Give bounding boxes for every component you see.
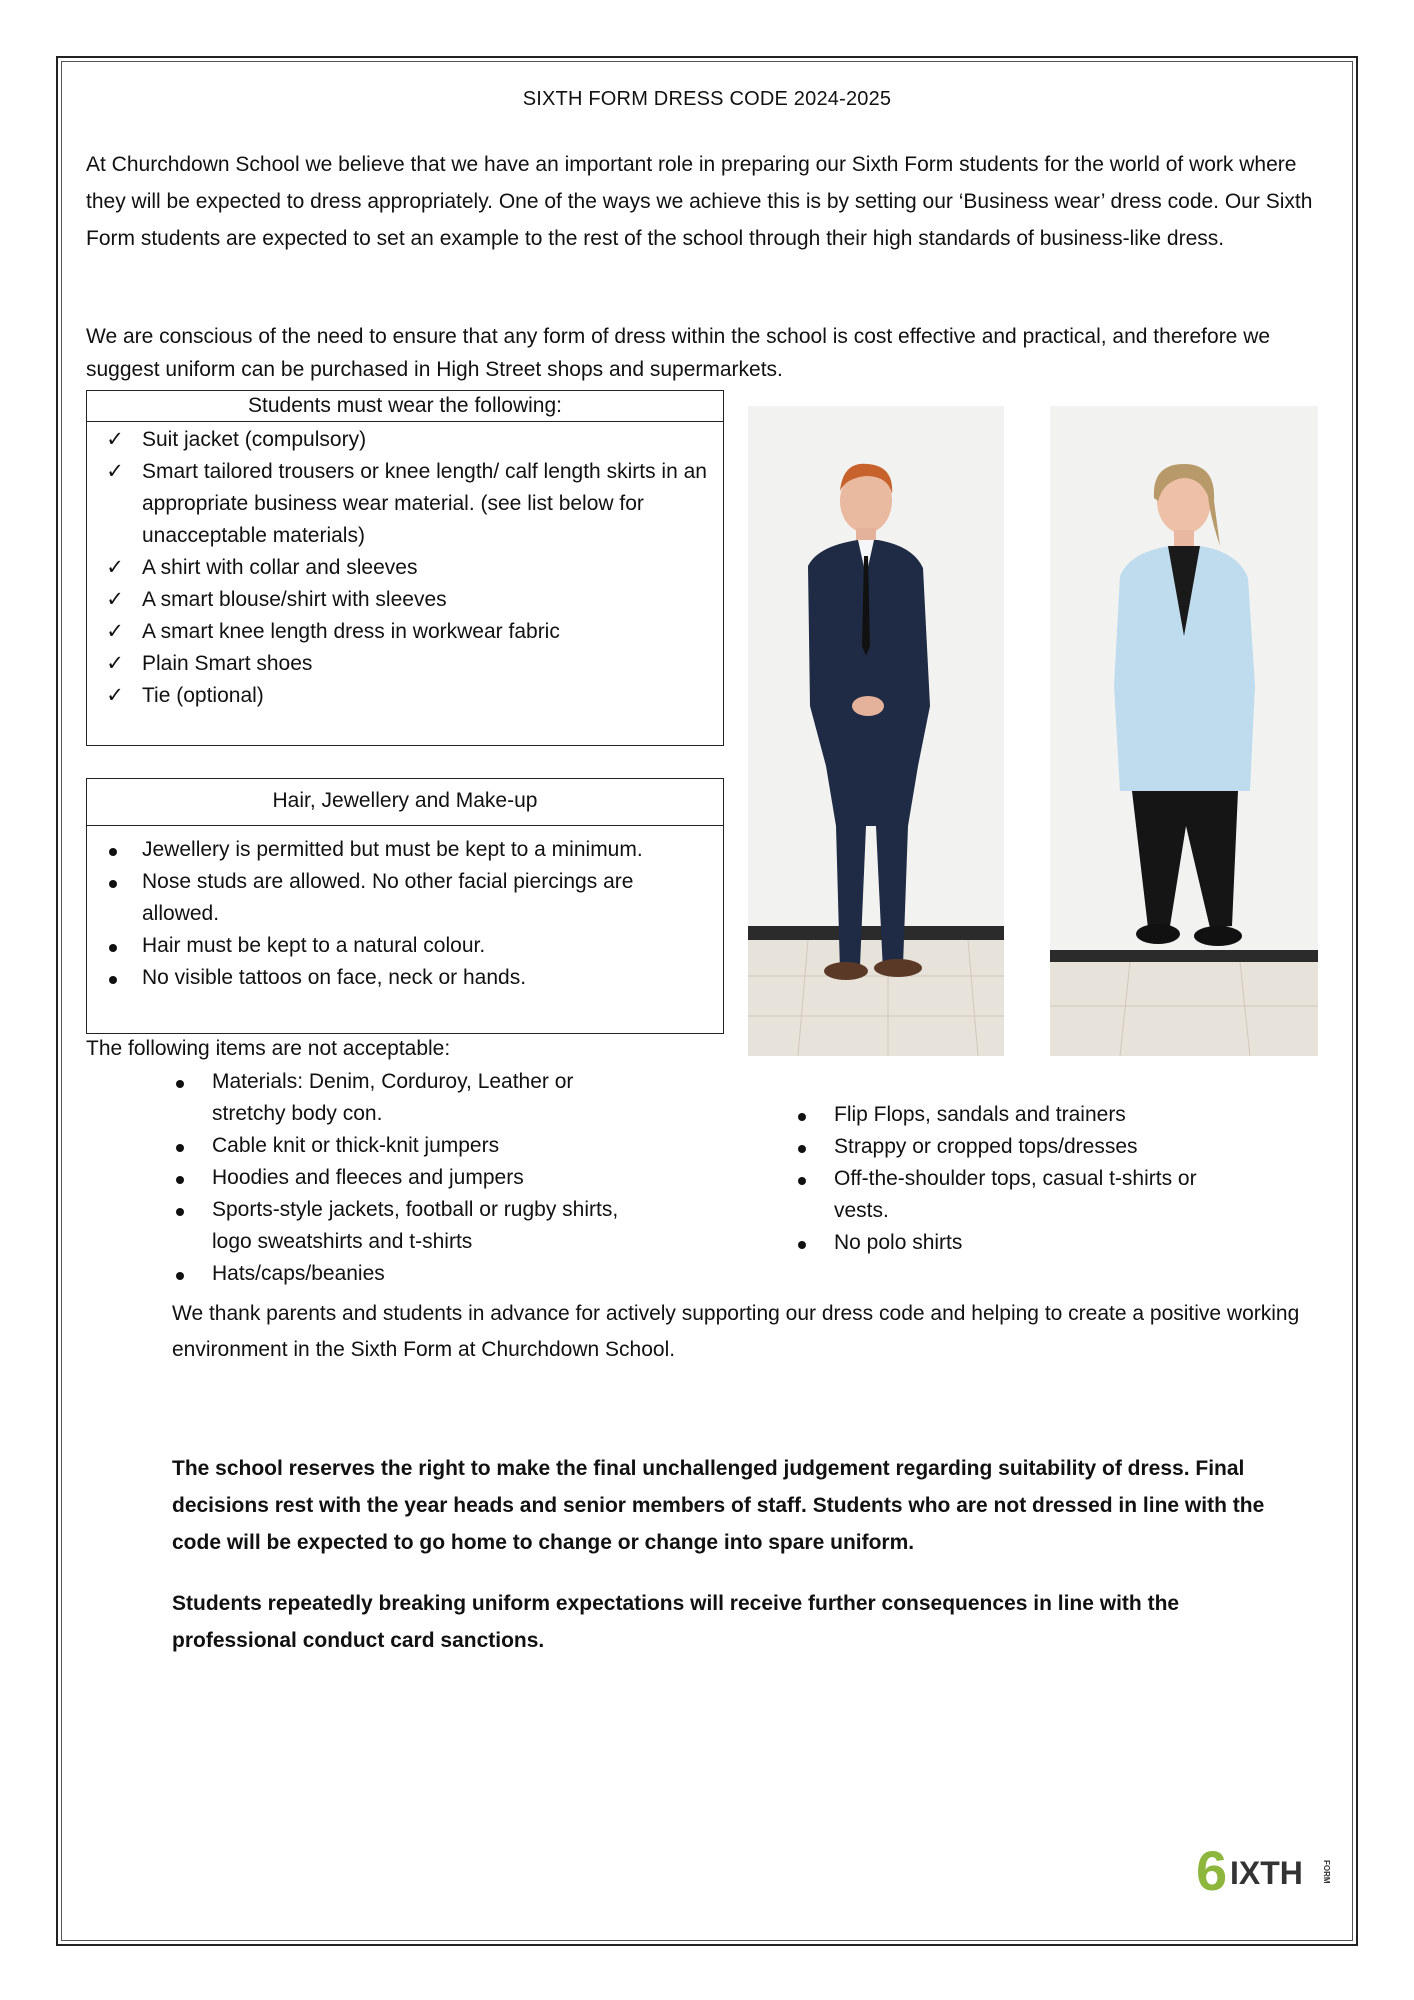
male-uniform-photo <box>748 406 1004 1056</box>
list-item <box>168 1066 648 1130</box>
check-icon: ✓ <box>106 428 124 451</box>
check-icon: ✓ <box>106 460 124 483</box>
list-item-text: Nose studs are allowed. No other facial piercings are allowed. <box>142 870 634 925</box>
logo-digit: 6 <box>1196 1839 1228 1896</box>
list-item-text: Strappy or cropped tops/dresses <box>834 1135 1138 1158</box>
list-item-text: Cable knit or thick-knit jumpers <box>212 1134 500 1157</box>
bullet-icon <box>798 1145 806 1153</box>
logo-side: FORM <box>1322 1860 1331 1884</box>
intro-paragraph: At Churchdown School we believe that we have an important role in preparing our Sixth Form students for the world of work where they will be expected to dress appropriately. One of the ways we achieve this is by setting our ‘Business wear’ dress code. Our Sixth Form students are expected to set an example to the rest of the school through their high standards of business-like dress. <box>86 153 1313 250</box>
list-item <box>168 1162 648 1194</box>
list-item <box>87 552 713 584</box>
cost-paragraph: We are conscious of the need to ensure that any form of dress within the school is cost effective and practical, and therefore we suggest uniform can be purchased in High Street shops and supermarkets. <box>86 325 1271 381</box>
list-item-text: Hoodies and fleeces and jumpers <box>212 1166 524 1189</box>
hair-jewellery-box <box>86 778 724 1034</box>
not-acceptable-heading: The following items are not acceptable: <box>86 1037 451 1060</box>
bullet-icon <box>798 1177 806 1185</box>
list-item-text: Smart tailored trousers or knee length/ calf length skirts in an appropriate business wear material. (see list below for unacceptable materials) <box>142 460 707 547</box>
list-item <box>168 1258 648 1290</box>
list-item-text: No visible tattoos on face, neck or hands. <box>142 966 527 989</box>
female-uniform-photo <box>1050 406 1318 1056</box>
list-item <box>87 834 713 866</box>
bullet-icon <box>109 880 117 888</box>
list-item <box>790 1099 1230 1131</box>
bullet-icon <box>109 976 117 984</box>
list-item <box>87 584 713 616</box>
check-icon: ✓ <box>106 652 124 675</box>
list-item-text: Jewellery is permitted but must be kept to a minimum. <box>142 838 643 861</box>
list-item-text: Off-the-shoulder tops, casual t-shirts or vests. <box>834 1167 1197 1222</box>
consequences-statement: Students repeatedly breaking uniform expectations will receive further consequences in line with the professional conduct card sanctions. <box>172 1592 1180 1652</box>
list-item-text: A smart knee length dress in workwear fabric <box>142 620 560 643</box>
sixth-form-logo <box>1196 1838 1332 1896</box>
bullet-icon <box>176 1080 184 1088</box>
list-item <box>87 930 713 962</box>
list-item-text: Plain Smart shoes <box>142 652 313 675</box>
list-item-text: Suit jacket (compulsory) <box>142 428 367 451</box>
must-wear-box <box>86 390 724 746</box>
male-uniform-illustration <box>748 406 1004 1056</box>
bullet-icon <box>109 848 117 856</box>
list-item <box>168 1130 648 1162</box>
must-wear-heading: Students must wear the following: <box>87 391 723 422</box>
bullet-icon <box>176 1176 184 1184</box>
list-item-text: No polo shirts <box>834 1231 963 1254</box>
list-item-text: Sports-style jackets, football or rugby shirts, logo sweatshirts and t-shirts <box>212 1198 619 1253</box>
list-item <box>87 456 713 552</box>
bullet-icon <box>176 1144 184 1152</box>
check-icon: ✓ <box>106 620 124 643</box>
list-item-text: Hats/caps/beanies <box>212 1262 385 1285</box>
list-item <box>790 1163 1230 1227</box>
hair-jewellery-list <box>87 826 723 994</box>
check-icon: ✓ <box>106 684 124 707</box>
not-acceptable-list-right <box>790 1099 1230 1259</box>
list-item-text: Materials: Denim, Corduroy, Leather or stretchy body con. <box>212 1070 574 1125</box>
bullet-icon <box>176 1272 184 1280</box>
list-item <box>168 1194 648 1258</box>
bullet-icon <box>798 1113 806 1121</box>
check-icon: ✓ <box>106 588 124 611</box>
female-uniform-illustration <box>1050 406 1318 1056</box>
list-item-text: Hair must be kept to a natural colour. <box>142 934 486 957</box>
list-item <box>87 962 713 994</box>
list-item-text: A shirt with collar and sleeves <box>142 556 418 579</box>
list-item-text: Flip Flops, sandals and trainers <box>834 1103 1126 1126</box>
list-item <box>87 866 713 930</box>
logo-word: IXTH <box>1230 1855 1303 1891</box>
list-item-text: A smart blouse/shirt with sleeves <box>142 588 447 611</box>
list-item <box>87 616 713 648</box>
thanks-paragraph: We thank parents and students in advance for actively supporting our dress code and helping to create a positive working environment in the Sixth Form at Churchdown School. <box>172 1302 1300 1361</box>
hair-jewellery-heading: Hair, Jewellery and Make-up <box>87 779 723 826</box>
bullet-icon <box>798 1241 806 1249</box>
list-item <box>790 1227 1230 1259</box>
bullet-icon <box>176 1208 184 1216</box>
list-item <box>87 648 713 680</box>
not-acceptable-list-left <box>168 1066 648 1290</box>
list-item <box>87 680 713 712</box>
list-item-text: Tie (optional) <box>142 684 264 707</box>
list-item <box>87 424 713 456</box>
bullet-icon <box>109 944 117 952</box>
page-title: SIXTH FORM DRESS CODE 2024-2025 <box>522 88 892 110</box>
list-item <box>790 1131 1230 1163</box>
must-wear-list <box>87 422 723 712</box>
reserve-statement: The school reserves the right to make the final unchallenged judgement regarding suitability of dress. Final decisions rest with the year heads and senior members of staff. Students who are not dressed in line with the code will be expected to go home to change or change into spare uniform. <box>172 1457 1265 1554</box>
check-icon: ✓ <box>106 556 124 579</box>
